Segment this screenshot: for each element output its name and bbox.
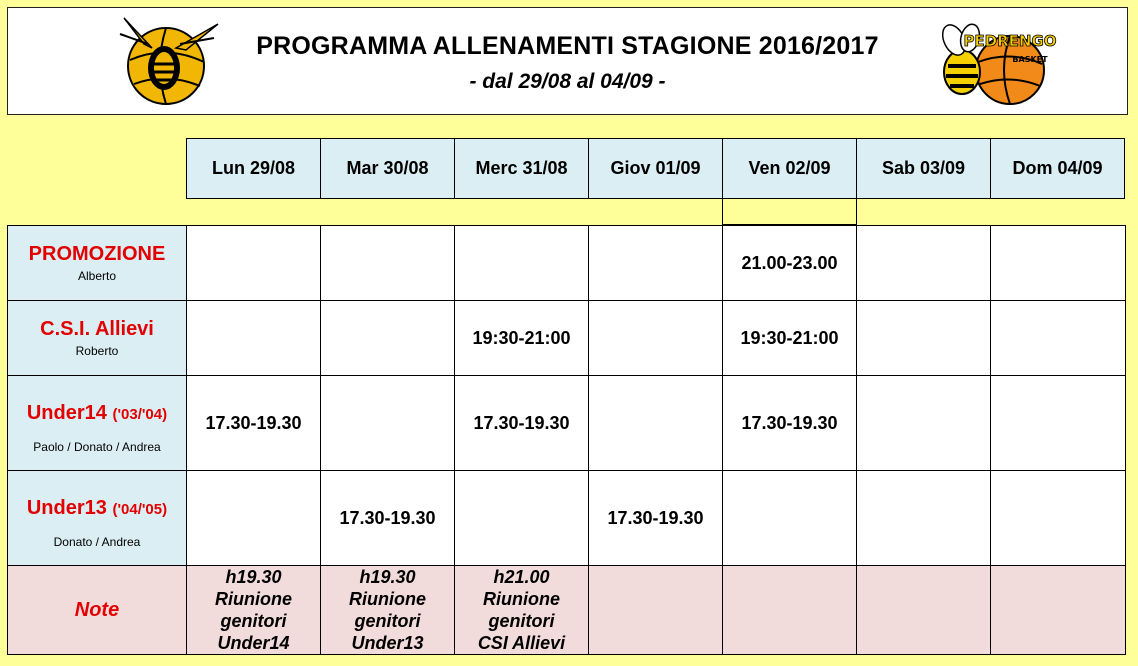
schedule-cell: [857, 226, 991, 301]
team-name: C.S.I. Allievi: [40, 318, 154, 340]
schedule-cell: [991, 471, 1126, 566]
schedule-cell: [455, 471, 589, 566]
page-title: PROGRAMMA ALLENAMENTI STAGIONE 2016/2017: [256, 32, 879, 60]
notes-label-cell: [8, 566, 187, 655]
team-name: PROMOZIONE: [28, 243, 166, 265]
note-cell: h19.30 Riunione genitori Under13: [321, 566, 455, 655]
day-header-wed: Merc 31/08: [454, 138, 589, 199]
team-name: Under13 ('04/'05): [26, 497, 168, 519]
schedule-cell: [187, 301, 321, 376]
team-cell-under13: [8, 471, 187, 566]
schedule-cell: 17.30-19.30: [455, 376, 589, 471]
coach-name: Alberto: [77, 269, 117, 283]
schedule-cell: [321, 226, 455, 301]
note-cell: h19.30 Riunione genitori Under14: [187, 566, 321, 655]
schedule-cell: [321, 301, 455, 376]
schedule-cell: [187, 471, 321, 566]
schedule-cell: [991, 376, 1126, 471]
schedule-cell: [589, 301, 723, 376]
schedule-cell: [321, 376, 455, 471]
team-cell-promozione: [8, 226, 187, 301]
schedule-cell: 17.30-19.30: [589, 471, 723, 566]
logo-right-subtext: BASKET: [1012, 55, 1048, 64]
schedule-cell: 17.30-19.30: [321, 471, 455, 566]
day-header-tue: Mar 30/08: [320, 138, 455, 199]
schedule-cell: [991, 226, 1126, 301]
schedule-cell: [857, 376, 991, 471]
schedule-cell: [589, 226, 723, 301]
coach-name: Paolo / Donato / Andrea: [33, 440, 161, 454]
day-header-sat: Sab 03/09: [856, 138, 991, 199]
notes-label: Note: [74, 598, 120, 621]
team-cell-under14: [8, 376, 187, 471]
coach-name: Roberto: [75, 344, 119, 358]
schedule-cell: 17.30-19.30: [723, 376, 857, 471]
schedule-cell: 19:30-21:00: [723, 301, 857, 376]
schedule-cell: [857, 471, 991, 566]
day-header-sun: Dom 04/09: [990, 138, 1125, 199]
schedule-cell: [455, 226, 589, 301]
table-row: [8, 471, 1126, 566]
note-cell: [589, 566, 723, 655]
note-cell: [857, 566, 991, 655]
note-cell: h21.00 Riunione genitori CSI Allievi: [455, 566, 589, 655]
date-range-subtitle: - dal 29/08 al 04/09 -: [469, 70, 666, 93]
schedule-cell: [589, 376, 723, 471]
pedrengo-basket-logo-icon: [932, 20, 1062, 108]
day-header-fri: Ven 02/09: [722, 138, 857, 199]
schedule-cell: 17.30-19.30: [187, 376, 321, 471]
schedule-cell: [723, 471, 857, 566]
table-row: [8, 376, 1126, 471]
divider: [856, 199, 857, 225]
note-cell: [991, 566, 1126, 655]
divider: [722, 199, 723, 225]
coach-name: Donato / Andrea: [53, 535, 141, 549]
schedule-cell: [991, 301, 1126, 376]
table-row-notes: [8, 566, 1126, 655]
table-row: [8, 301, 1126, 376]
day-header-mon: Lun 29/08: [186, 138, 321, 199]
header-banner: [7, 7, 1128, 115]
note-cell: [723, 566, 857, 655]
day-header-thu: Giov 01/09: [588, 138, 723, 199]
logo-right-text: PEDRENGO: [963, 32, 1057, 50]
schedule-cell: 21.00-23.00: [723, 226, 857, 301]
table-row: [8, 226, 1126, 301]
schedule-cell: [187, 226, 321, 301]
schedule-cell: [857, 301, 991, 376]
schedule-cell: 19:30-21:00: [455, 301, 589, 376]
schedule-table: [7, 225, 1126, 655]
team-cell-csi-allievi: [8, 301, 187, 376]
team-name: Under14 ('03/'04): [26, 402, 168, 424]
